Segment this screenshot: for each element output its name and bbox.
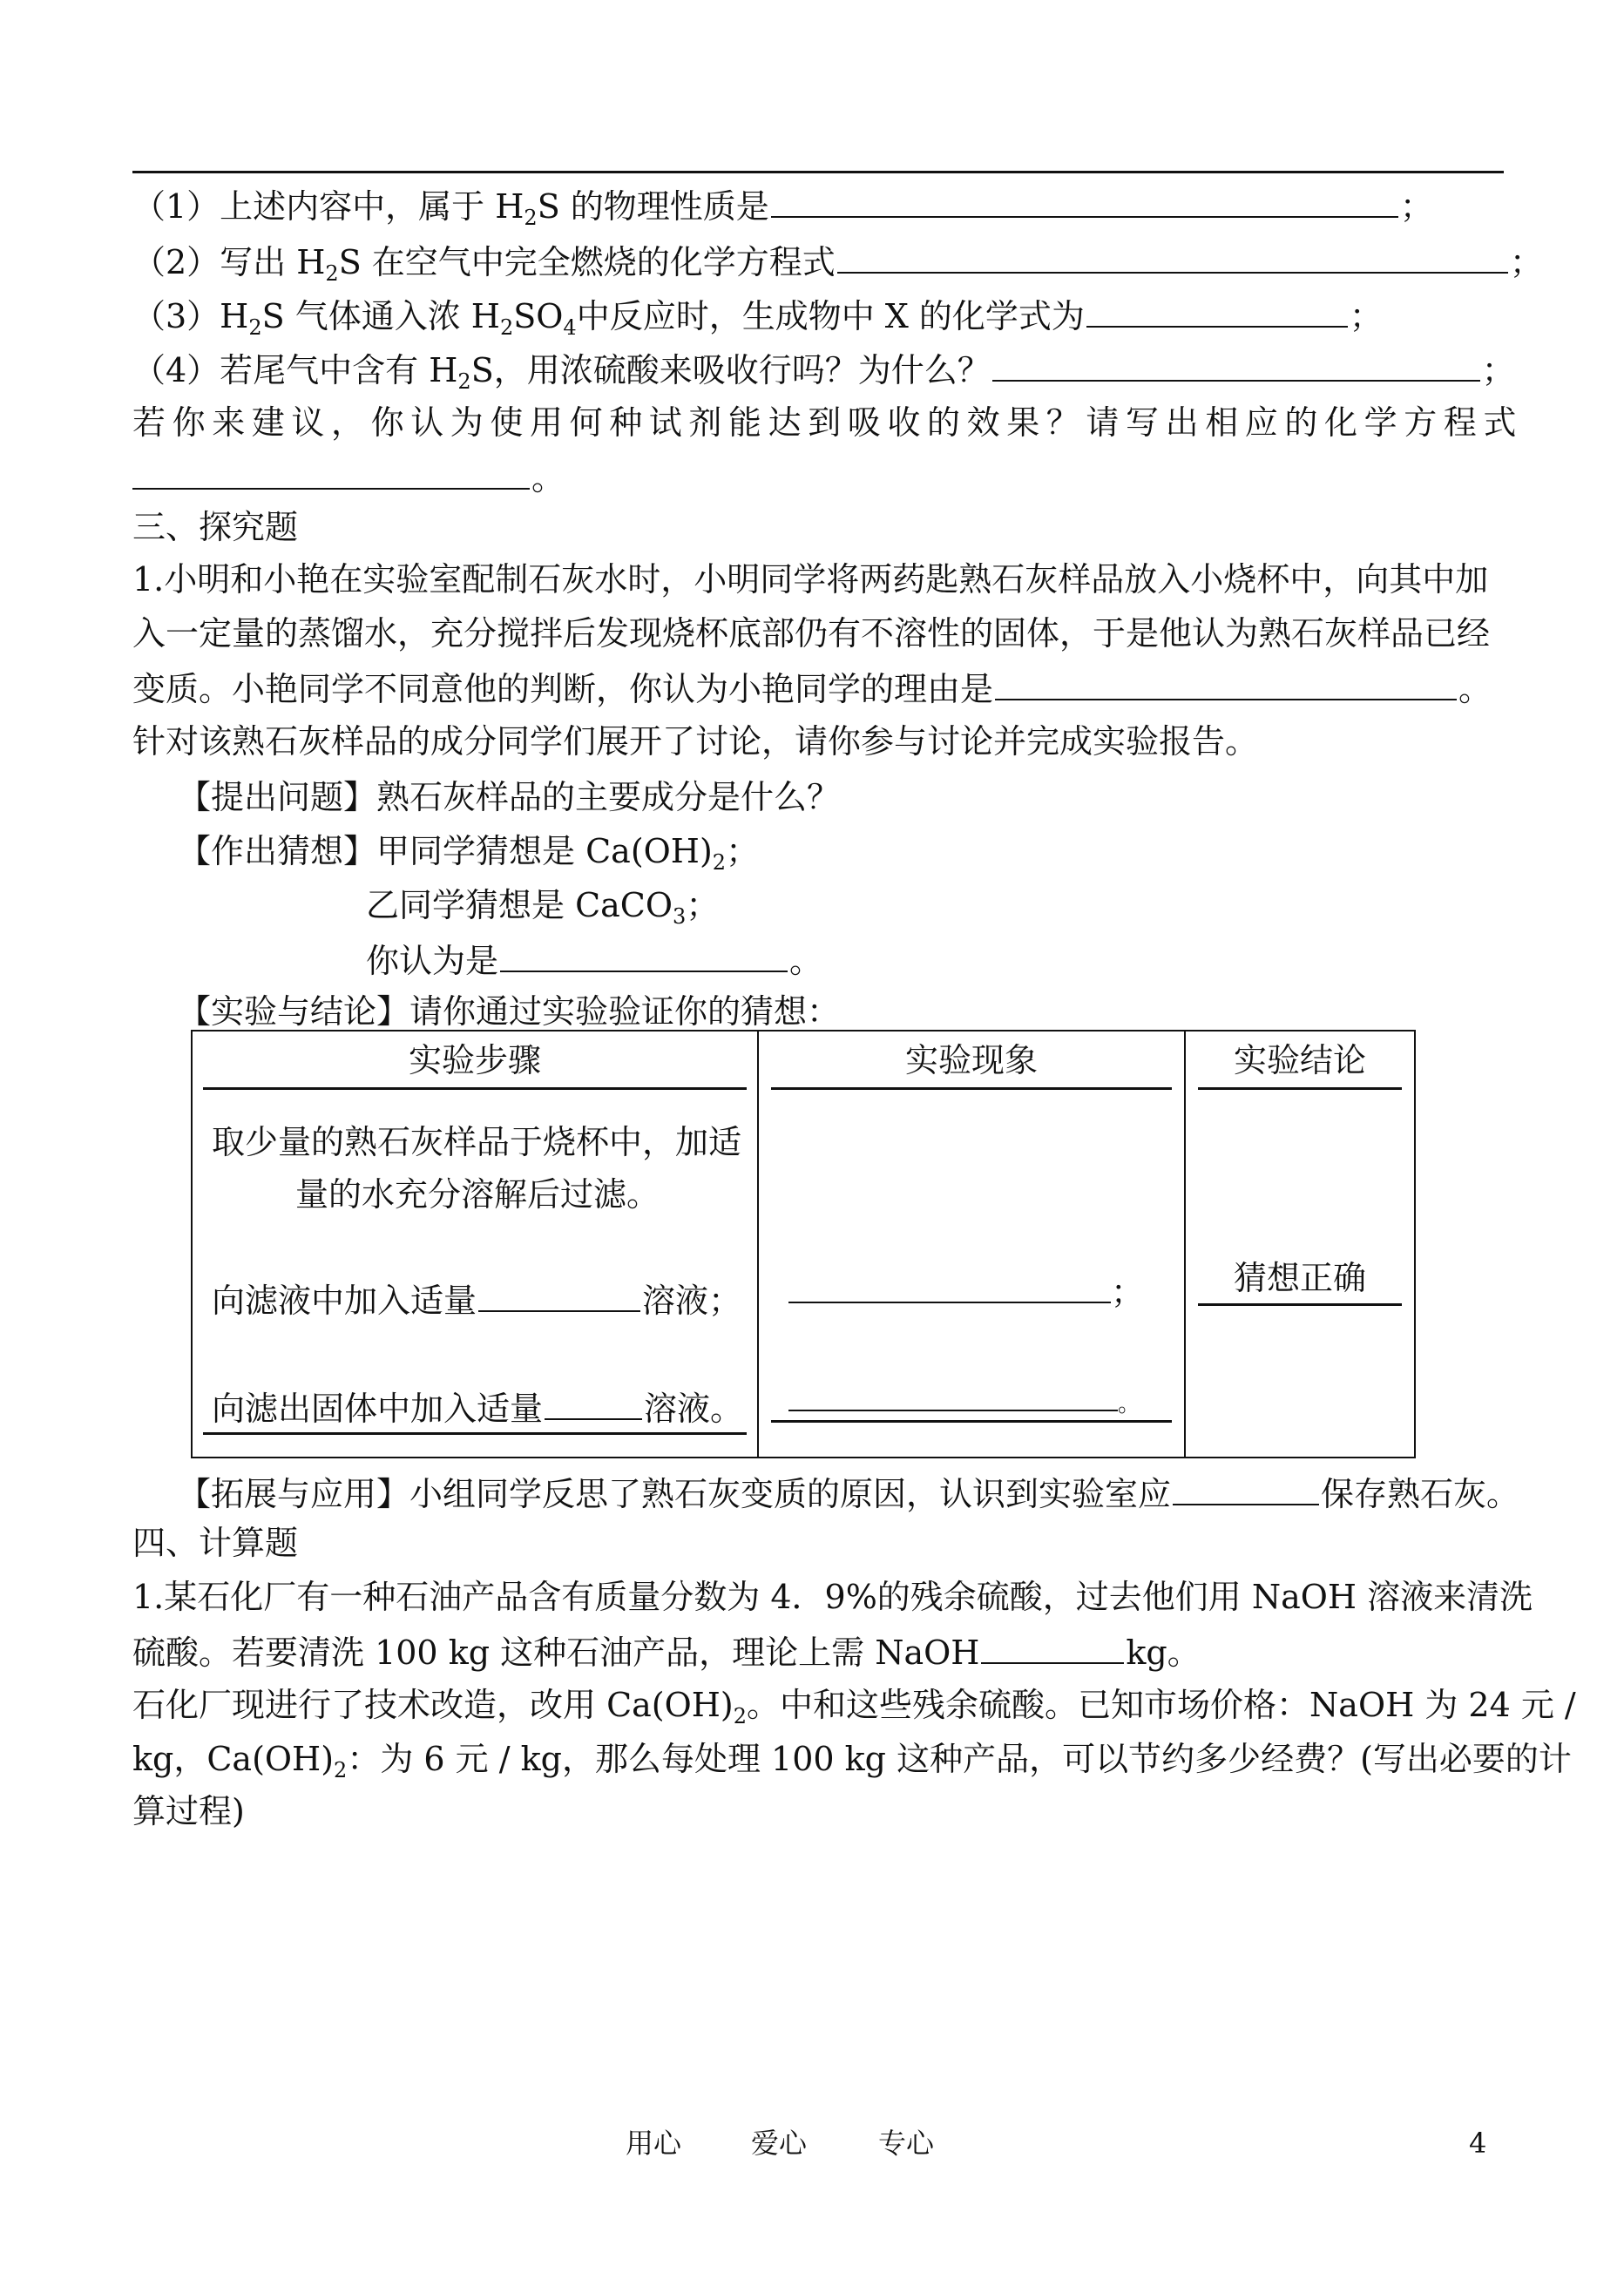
paragraph-line: 硫酸。若要清洗 100 kg 这种石油产品，理论上需 NaOH kg。 bbox=[132, 1629, 1201, 1674]
observation-underline bbox=[771, 1420, 1172, 1423]
answer-blank[interactable] bbox=[995, 666, 1457, 700]
question-prompt: 【提出问题】熟石灰样品的主要成分是什么？ bbox=[178, 778, 841, 816]
step-2: 向滤液中加入适量 溶液； bbox=[212, 1277, 741, 1322]
answer-blank[interactable] bbox=[1173, 1471, 1319, 1505]
answer-blank[interactable] bbox=[788, 1268, 1111, 1303]
table-header: 实验结论 bbox=[1233, 1041, 1366, 1079]
step-1: 取少量的熟石灰样品于烧杯中，加适 bbox=[212, 1123, 742, 1161]
header-rule bbox=[132, 171, 1504, 173]
q-part-4: （4）若尾气中含有 $H_2S$，用浓硫酸来吸收行吗？为什么？ ； bbox=[132, 347, 1515, 392]
experiment-table bbox=[191, 1030, 1416, 1458]
paragraph-line: 变质。小艳同学不同意他的判断，你认为小艳同学的理由是 。 bbox=[132, 666, 1492, 711]
page-number: 4 bbox=[1469, 2127, 1487, 2160]
header-underline bbox=[1198, 1087, 1402, 1090]
q-part-4-line3: 。 bbox=[132, 455, 565, 500]
paragraph-line: 针对该熟石灰样品的成分同学们展开了讨论，请你参与讨论并完成实验报告。 bbox=[132, 722, 1259, 761]
header-underline bbox=[203, 1087, 747, 1090]
extend-application: 【拓展与应用】小组同学反思了熟石灰变质的原因，认识到实验室应 保存熟石灰。 bbox=[178, 1471, 1519, 1516]
answer-blank[interactable] bbox=[981, 1629, 1124, 1664]
guess-1: 【作出猜想】甲同学猜想是 $Ca(OH)_2$； bbox=[178, 832, 760, 875]
footer-motto-1: 用心 bbox=[626, 2127, 682, 2160]
paragraph-line: 1.小明和小艳在实验室配制石灰水时，小明同学将两药匙熟石灰样品放入小烧杯中，向其中加 bbox=[132, 560, 1489, 599]
footer-motto-3: 专心 bbox=[878, 2127, 935, 2160]
observation-1: ； bbox=[788, 1268, 1144, 1314]
answer-blank[interactable] bbox=[545, 1385, 642, 1420]
table-header: 实验现象 bbox=[904, 1041, 1038, 1079]
guess-2: 乙同学猜想是 CaCO$_3$； bbox=[366, 886, 720, 929]
answer-blank[interactable] bbox=[132, 455, 530, 490]
step-underline bbox=[203, 1432, 747, 1435]
paragraph-line: 入一定量的蒸馏水，充分搅拌后发现烧杯底部仍有不溶性的固体，于是他认为熟石灰样品已经 bbox=[132, 614, 1491, 653]
conclusion-underline bbox=[1198, 1303, 1402, 1306]
q-part-4-line2: 若你来建议，你认为使用何种试剂能达到吸收的效果？请写出相应的化学方程式 bbox=[132, 403, 1524, 442]
conclusion-column bbox=[1185, 1031, 1415, 1458]
paragraph-line: 1.某石化厂有一种石油产品含有质量分数为 4．9%的残余硫酸，过去他们用 NaOH 溶液来清洗 bbox=[132, 1578, 1533, 1616]
step-1b: 量的水充分溶解后过滤。 bbox=[295, 1175, 660, 1214]
section-heading: 四、计算题 bbox=[132, 1524, 299, 1562]
observation-column bbox=[758, 1031, 1185, 1458]
paragraph-line: 算过程) bbox=[132, 1792, 245, 1830]
q-part-2: （2）写出 $H_2S$ 在空气中完全燃烧的化学方程式 ； bbox=[132, 239, 1543, 284]
answer-blank[interactable] bbox=[1086, 293, 1348, 328]
experiment-intro: 【实验与结论】请你通过实验验证你的猜想： bbox=[178, 992, 841, 1031]
section-heading: 三、探究题 bbox=[132, 508, 299, 546]
q-part-1: （1）上述内容中，属于 $H_2S$ 的物理性质是 ； bbox=[132, 183, 1433, 228]
footer-motto-2: 爱心 bbox=[751, 2127, 808, 2160]
paragraph-line: 石化厂现进行了技术改造，改用 $Ca(OH)_2$。中和这些残余硫酸。已知市场价格：NaOH 为 24 元 / bbox=[132, 1686, 1576, 1728]
answer-blank[interactable] bbox=[992, 347, 1480, 382]
answer-blank[interactable] bbox=[788, 1376, 1118, 1411]
steps-column bbox=[192, 1031, 758, 1458]
answer-blank[interactable] bbox=[837, 239, 1508, 274]
paragraph-line: kg，$Ca(OH)_2$：为 6 元 / kg，那么每处理 100 kg 这种产品，可以节约多少经费？(写出必要的计 bbox=[132, 1740, 1572, 1782]
observation-2: 。 bbox=[788, 1376, 1140, 1426]
answer-blank[interactable] bbox=[771, 183, 1398, 218]
conclusion-text: 猜想正确 bbox=[1233, 1259, 1366, 1297]
answer-blank[interactable] bbox=[500, 937, 788, 972]
step-3: 向滤出固体中加入适量 溶液。 bbox=[212, 1385, 743, 1431]
table-header: 实验步骤 bbox=[408, 1041, 541, 1079]
answer-blank[interactable] bbox=[478, 1277, 640, 1312]
header-underline bbox=[771, 1087, 1172, 1090]
guess-3: 你认为是 。 bbox=[366, 937, 822, 983]
q-part-3: $(3)H_2S$ 气体通入浓 $H_2SO_4$中反应时，生成物中 X 的化学式为 ； bbox=[132, 293, 1383, 338]
